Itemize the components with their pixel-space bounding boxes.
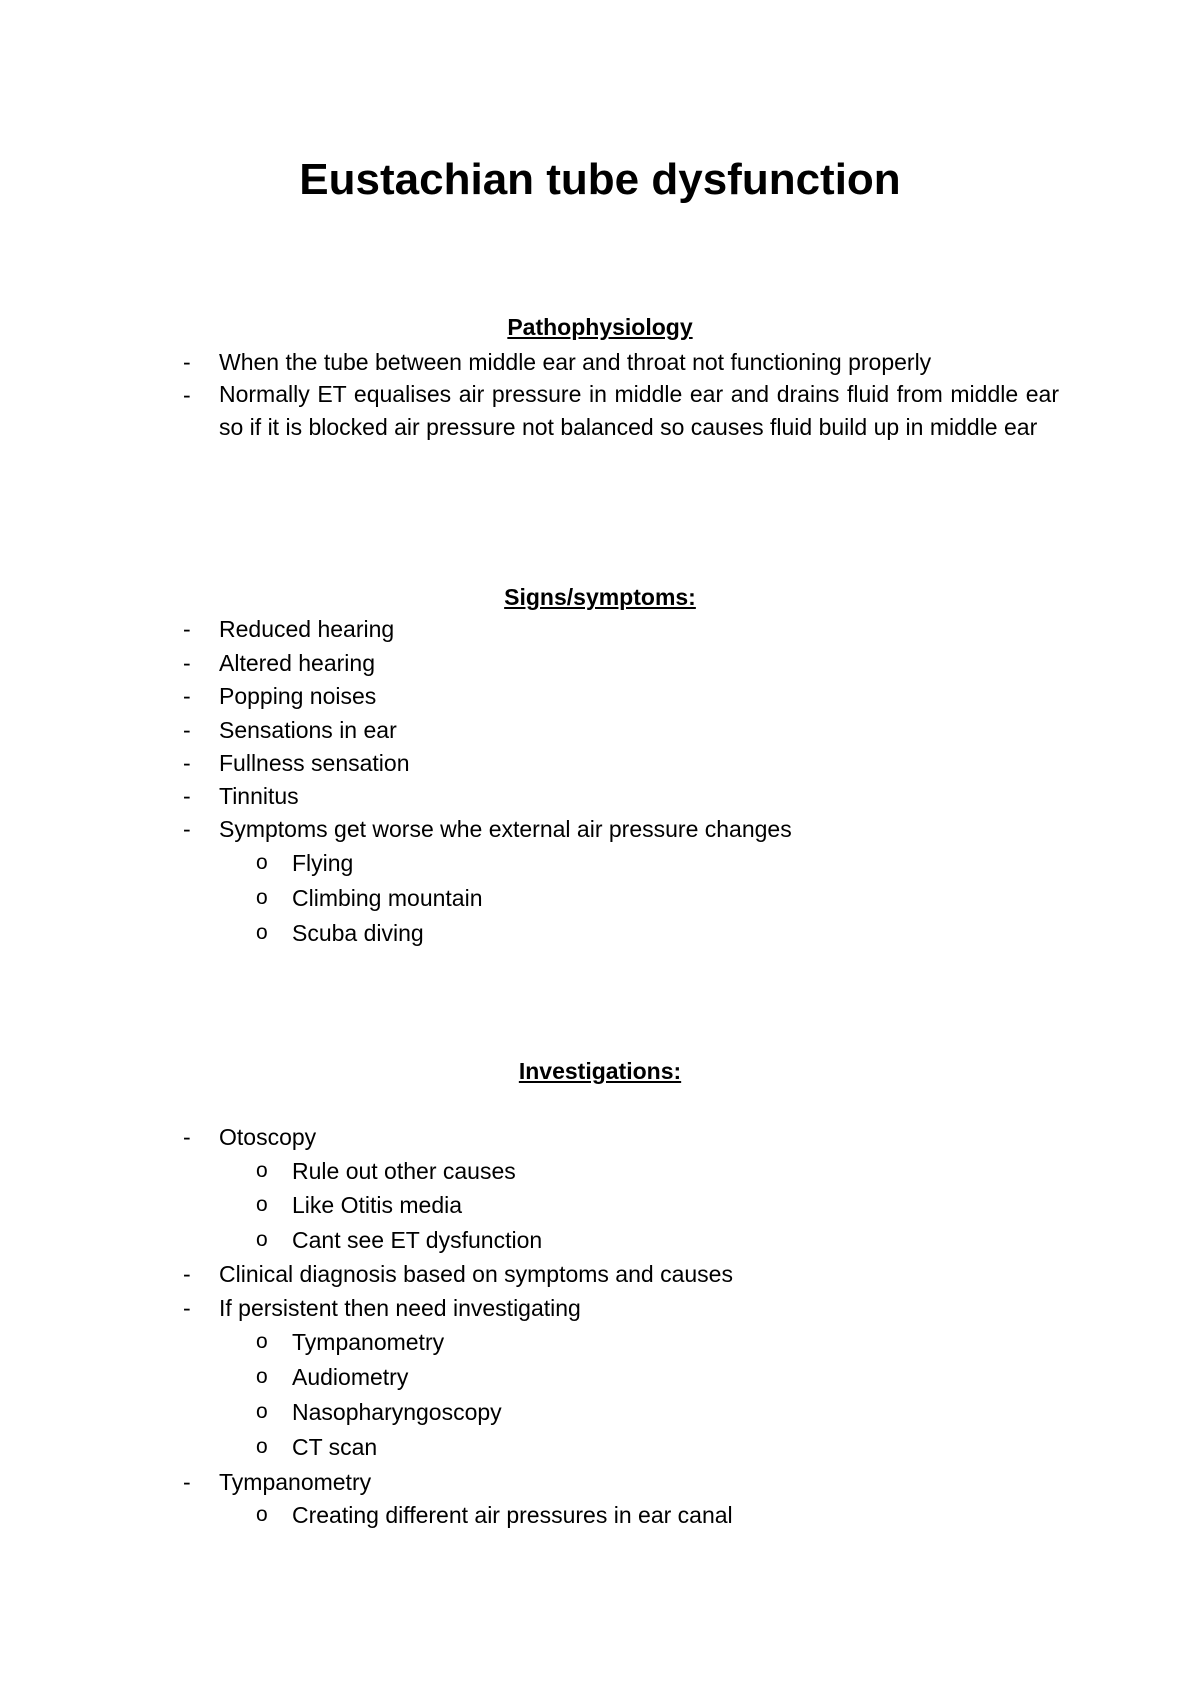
list-item: Popping noises [219, 683, 377, 709]
sub-list-item: Creating different air pressures in ear canal [292, 1502, 733, 1528]
list-item: If persistent then need investigating [219, 1295, 581, 1321]
list-item: When the tube between middle ear and throat not functioning properly [219, 349, 932, 375]
sub-list-item: Scuba diving [292, 920, 424, 946]
list-item: Tinnitus [219, 783, 299, 809]
list-item: Reduced hearing [219, 616, 395, 642]
list-bullet: o [256, 851, 268, 874]
sub-list-item: Cant see ET dysfunction [292, 1227, 543, 1253]
list-dash: - [183, 616, 191, 642]
list-dash: - [183, 683, 191, 709]
list-bullet: o [256, 1503, 268, 1526]
list-dash: - [183, 1469, 191, 1495]
sub-list-item: CT scan [292, 1434, 378, 1460]
heading-investigations: Investigations: [518, 1058, 682, 1084]
list-dash: - [183, 816, 191, 842]
list-item: Sensations in ear [219, 717, 397, 743]
page-title: Eustachian tube dysfunction [299, 155, 901, 204]
list-dash: - [183, 1295, 191, 1321]
sub-list-item: Tympanometry [292, 1329, 445, 1355]
list-item: Clinical diagnosis based on symptoms and causes [219, 1261, 733, 1287]
list-bullet: o [256, 1365, 268, 1388]
list-item: Symptoms get worse whe external air pressure changes [219, 816, 792, 842]
list-item: Otoscopy [219, 1124, 317, 1150]
list-dash: - [183, 783, 191, 809]
list-dash: - [183, 349, 191, 375]
list-bullet: o [256, 1435, 268, 1458]
list-bullet: o [256, 1400, 268, 1423]
list-bullet: o [256, 1330, 268, 1353]
list-item: Tympanometry [219, 1469, 372, 1495]
list-dash: - [183, 1124, 191, 1150]
list-dash: - [183, 750, 191, 776]
list-item: Fullness sensation [219, 750, 410, 776]
heading-pathophysiology: Pathophysiology [507, 314, 693, 340]
sub-list-item: Climbing mountain [292, 885, 483, 911]
list-bullet: o [256, 921, 268, 944]
list-dash: - [183, 1261, 191, 1287]
list-dash: - [183, 382, 191, 408]
list-dash: - [183, 717, 191, 743]
sub-list-item: Like Otitis media [292, 1192, 463, 1218]
list-item: Normally ET equalises air pressure in middle ear and drains fluid from middle ear so if it is blocked air pressure not balanced so causes fluid build up in middle ear [219, 381, 1059, 440]
sub-list-item: Nasopharyngoscopy [292, 1399, 502, 1425]
list-bullet: o [256, 1193, 268, 1216]
list-item: Altered hearing [219, 650, 375, 676]
sub-list-item: Flying [292, 850, 354, 876]
list-dash: - [183, 650, 191, 676]
list-bullet: o [256, 1159, 268, 1182]
sub-list-item: Audiometry [292, 1364, 409, 1390]
list-bullet: o [256, 886, 268, 909]
heading-signs-symptoms: Signs/symptoms: [504, 584, 696, 610]
sub-list-item: Rule out other causes [292, 1158, 516, 1184]
list-bullet: o [256, 1228, 268, 1251]
